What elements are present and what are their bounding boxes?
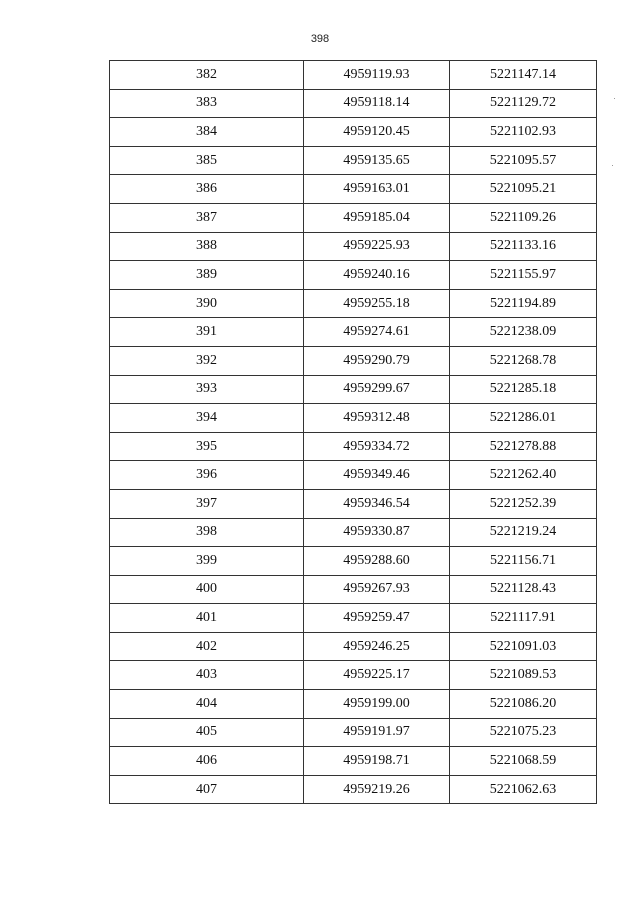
x-coordinate-cell: 4959219.26 bbox=[304, 775, 450, 804]
y-coordinate-cell: 5221219.24 bbox=[450, 518, 597, 547]
x-coordinate-cell: 4959225.17 bbox=[304, 661, 450, 690]
x-coordinate-cell: 4959334.72 bbox=[304, 432, 450, 461]
point-number-cell: 382 bbox=[110, 61, 304, 90]
point-number-cell: 395 bbox=[110, 432, 304, 461]
x-coordinate-cell: 4959290.79 bbox=[304, 346, 450, 375]
x-coordinate-cell: 4959255.18 bbox=[304, 289, 450, 318]
x-coordinate-cell: 4959185.04 bbox=[304, 203, 450, 232]
table-row bbox=[110, 632, 597, 661]
x-coordinate-cell: 4959274.61 bbox=[304, 318, 450, 347]
x-coordinate-cell: 4959312.48 bbox=[304, 404, 450, 433]
table-row bbox=[110, 604, 597, 633]
point-number-cell: 391 bbox=[110, 318, 304, 347]
point-number-cell: 394 bbox=[110, 404, 304, 433]
x-coordinate-cell: 4959240.16 bbox=[304, 261, 450, 290]
point-number-cell: 397 bbox=[110, 489, 304, 518]
table-row bbox=[110, 61, 597, 90]
y-coordinate-cell: 5221089.53 bbox=[450, 661, 597, 690]
table-row bbox=[110, 89, 597, 118]
point-number-cell: 385 bbox=[110, 146, 304, 175]
y-coordinate-cell: 5221262.40 bbox=[450, 461, 597, 490]
point-number-cell: 384 bbox=[110, 118, 304, 147]
table-row bbox=[110, 747, 597, 776]
table-row bbox=[110, 232, 597, 261]
page-number: 398 bbox=[310, 33, 330, 45]
y-coordinate-cell: 5221062.63 bbox=[450, 775, 597, 804]
point-number-cell: 406 bbox=[110, 747, 304, 776]
table-row bbox=[110, 432, 597, 461]
y-coordinate-cell: 5221194.89 bbox=[450, 289, 597, 318]
point-number-cell: 407 bbox=[110, 775, 304, 804]
table-row bbox=[110, 775, 597, 804]
x-coordinate-cell: 4959346.54 bbox=[304, 489, 450, 518]
y-coordinate-cell: 5221286.01 bbox=[450, 404, 597, 433]
point-number-cell: 396 bbox=[110, 461, 304, 490]
x-coordinate-cell: 4959119.93 bbox=[304, 61, 450, 90]
point-number-cell: 404 bbox=[110, 690, 304, 719]
x-coordinate-cell: 4959163.01 bbox=[304, 175, 450, 204]
y-coordinate-cell: 5221156.71 bbox=[450, 547, 597, 576]
y-coordinate-cell: 5221086.20 bbox=[450, 690, 597, 719]
table-row bbox=[110, 375, 597, 404]
table-row bbox=[110, 346, 597, 375]
point-number-cell: 402 bbox=[110, 632, 304, 661]
point-number-cell: 389 bbox=[110, 261, 304, 290]
table-row bbox=[110, 718, 597, 747]
y-coordinate-cell: 5221075.23 bbox=[450, 718, 597, 747]
x-coordinate-cell: 4959225.93 bbox=[304, 232, 450, 261]
y-coordinate-cell: 5221133.16 bbox=[450, 232, 597, 261]
y-coordinate-cell: 5221278.88 bbox=[450, 432, 597, 461]
x-coordinate-cell: 4959199.00 bbox=[304, 690, 450, 719]
point-number-cell: 386 bbox=[110, 175, 304, 204]
point-number-cell: 387 bbox=[110, 203, 304, 232]
table-row bbox=[110, 518, 597, 547]
y-coordinate-cell: 5221155.97 bbox=[450, 261, 597, 290]
x-coordinate-cell: 4959349.46 bbox=[304, 461, 450, 490]
table-row bbox=[110, 690, 597, 719]
y-coordinate-cell: 5221117.91 bbox=[450, 604, 597, 633]
table-row bbox=[110, 404, 597, 433]
x-coordinate-cell: 4959330.87 bbox=[304, 518, 450, 547]
coordinates-table-body bbox=[110, 61, 597, 804]
x-coordinate-cell: 4959191.97 bbox=[304, 718, 450, 747]
x-coordinate-cell: 4959259.47 bbox=[304, 604, 450, 633]
point-number-cell: 405 bbox=[110, 718, 304, 747]
y-coordinate-cell: 5221068.59 bbox=[450, 747, 597, 776]
point-number-cell: 399 bbox=[110, 547, 304, 576]
table-row bbox=[110, 461, 597, 490]
y-coordinate-cell: 5221091.03 bbox=[450, 632, 597, 661]
table-row bbox=[110, 489, 597, 518]
y-coordinate-cell: 5221285.18 bbox=[450, 375, 597, 404]
table-row bbox=[110, 318, 597, 347]
x-coordinate-cell: 4959299.67 bbox=[304, 375, 450, 404]
x-coordinate-cell: 4959135.65 bbox=[304, 146, 450, 175]
point-number-cell: 398 bbox=[110, 518, 304, 547]
table-row bbox=[110, 146, 597, 175]
y-coordinate-cell: 5221128.43 bbox=[450, 575, 597, 604]
point-number-cell: 401 bbox=[110, 604, 304, 633]
x-coordinate-cell: 4959118.14 bbox=[304, 89, 450, 118]
point-number-cell: 383 bbox=[110, 89, 304, 118]
y-coordinate-cell: 5221252.39 bbox=[450, 489, 597, 518]
y-coordinate-cell: 5221095.21 bbox=[450, 175, 597, 204]
table-row bbox=[110, 547, 597, 576]
y-coordinate-cell: 5221147.14 bbox=[450, 61, 597, 90]
table-row bbox=[110, 661, 597, 690]
point-number-cell: 400 bbox=[110, 575, 304, 604]
y-coordinate-cell: 5221238.09 bbox=[450, 318, 597, 347]
x-coordinate-cell: 4959198.71 bbox=[304, 747, 450, 776]
x-coordinate-cell: 4959288.60 bbox=[304, 547, 450, 576]
y-coordinate-cell: 5221268.78 bbox=[450, 346, 597, 375]
y-coordinate-cell: 5221109.26 bbox=[450, 203, 597, 232]
table-row bbox=[110, 261, 597, 290]
table-row bbox=[110, 203, 597, 232]
scan-speck bbox=[612, 165, 613, 166]
y-coordinate-cell: 5221102.93 bbox=[450, 118, 597, 147]
point-number-cell: 403 bbox=[110, 661, 304, 690]
coordinates-table bbox=[109, 60, 597, 804]
y-coordinate-cell: 5221129.72 bbox=[450, 89, 597, 118]
table-row bbox=[110, 118, 597, 147]
x-coordinate-cell: 4959267.93 bbox=[304, 575, 450, 604]
table-row bbox=[110, 289, 597, 318]
point-number-cell: 388 bbox=[110, 232, 304, 261]
x-coordinate-cell: 4959120.45 bbox=[304, 118, 450, 147]
y-coordinate-cell: 5221095.57 bbox=[450, 146, 597, 175]
x-coordinate-cell: 4959246.25 bbox=[304, 632, 450, 661]
point-number-cell: 393 bbox=[110, 375, 304, 404]
point-number-cell: 392 bbox=[110, 346, 304, 375]
point-number-cell: 390 bbox=[110, 289, 304, 318]
table-row bbox=[110, 575, 597, 604]
scan-speck bbox=[614, 98, 615, 99]
table-row bbox=[110, 175, 597, 204]
